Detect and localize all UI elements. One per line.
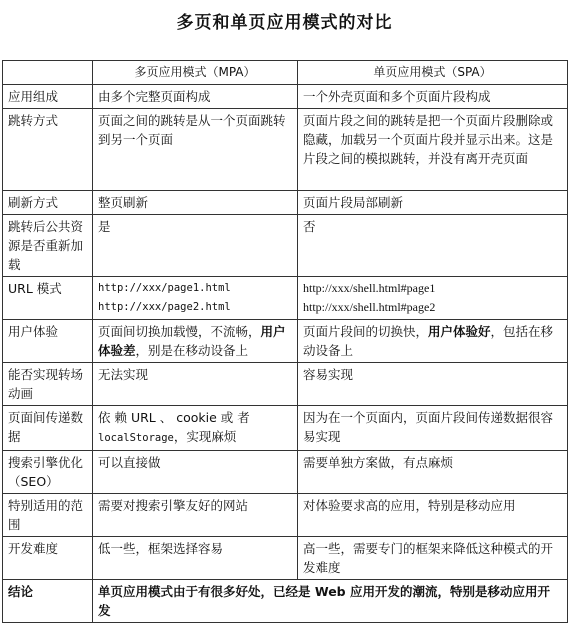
table-row [3,537,568,580]
mpa-cell: 是 [93,215,298,277]
table-row [3,85,568,109]
row-label: 页面间传递数据 [3,406,93,451]
row-label: 结论 [3,580,93,623]
row-label: 刷新方式 [3,191,93,215]
table-row [3,451,568,494]
table-header-row [3,61,568,85]
mpa-cell: 低一些，框架选择容易 [93,537,298,580]
row-label: 跳转后公共资源是否重新加载 [3,215,93,277]
row-label: 应用组成 [3,85,93,109]
spa-cell: 否 [298,215,568,277]
mpa-cell: 页面之间的跳转是从一个页面跳转到另一个页面 [93,109,298,191]
table-row [3,320,568,363]
cell-text: ，实现麻烦 [173,429,237,444]
row-label: URL 模式 [3,277,93,320]
spa-cell: 容易实现 [298,363,568,406]
url-text: http://xxx/page2.html [98,301,231,313]
mpa-cell [93,406,298,451]
table-row [3,406,568,451]
conclusion-cell: 单页应用模式由于有很多好处，已经是 Web 应用开发的潮流，特别是移动应用开发 [93,580,568,623]
spa-cell [298,277,568,320]
spa-cell: 页面片段局部刷新 [298,191,568,215]
table-row [3,363,568,406]
spa-cell: 需要单独方案做，有点麻烦 [298,451,568,494]
table-row [3,494,568,537]
cell-text: 依 赖 URL 、 cookie 或 者 [98,410,250,425]
url-text: http://xxx/shell.html#page1 [303,281,436,295]
bold-text: 用户体验好 [428,324,491,339]
code-text: localStorage [98,432,174,444]
spa-cell [298,320,568,363]
cell-text: 页面间切换加载慢，不流畅， [98,324,261,339]
mpa-cell: 无法实现 [93,363,298,406]
row-label: 跳转方式 [3,109,93,191]
mpa-cell: 整页刷新 [93,191,298,215]
bold-text: 用户体验差 [98,324,286,358]
spa-cell: 高一些，需要专门的框架来降低这种模式的开发难度 [298,537,568,580]
url-text: http://xxx/page1.html [98,282,231,294]
spa-cell: 因为在一个页面内，页面片段间传递数据很容易实现 [298,406,568,451]
row-label: 开发难度 [3,537,93,580]
conclusion-row [3,580,568,623]
mpa-cell: 需要对搜索引擎友好的网站 [93,494,298,537]
cell-text: ，包括在移动设备上 [303,324,554,358]
header-empty [3,61,93,85]
table-row [3,215,568,277]
table-row [3,109,568,191]
page-title: 多页和单页应用模式的对比 [176,13,393,33]
row-label: 搜索引擎优化（SEO） [3,451,93,494]
table-row [3,277,568,320]
spa-cell: 对体验要求高的应用，特别是移动应用 [298,494,568,537]
mpa-cell [93,320,298,363]
url-text: http://xxx/shell.html#page2 [303,300,436,314]
mpa-cell [93,277,298,320]
header-spa: 单页应用模式（SPA） [298,61,568,85]
table-row [3,191,568,215]
mpa-cell: 可以直接做 [93,451,298,494]
spa-cell: 一个外壳页面和多个页面片段构成 [298,85,568,109]
comparison-table [2,60,568,623]
spa-cell: 页面片段之间的跳转是把一个页面片段删除或隐藏，加载另一个页面片段并显示出来。这是片段之间的模拟跳转，并没有离开壳页面 [298,109,568,191]
row-label: 能否实现转场动画 [3,363,93,406]
row-label: 用户体验 [3,320,93,363]
cell-text: ，别是在移动设备上 [135,343,249,358]
cell-text: 页面片段间的切换快， [303,324,429,339]
header-mpa: 多页应用模式（MPA） [93,61,298,85]
mpa-cell: 由多个完整页面构成 [93,85,298,109]
row-label: 特别适用的范围 [3,494,93,537]
